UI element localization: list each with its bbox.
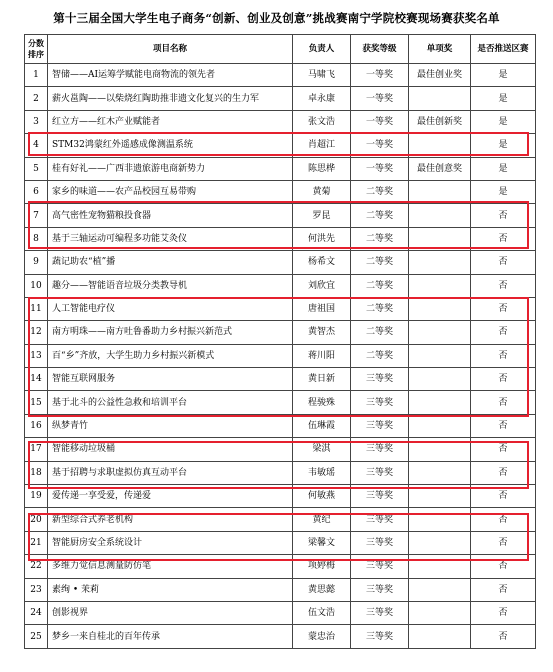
cell-award-level: 三等奖 [351, 601, 409, 624]
cell-project-name: 智能厨房安全系统设计 [48, 531, 293, 554]
cell-single-award: 最佳创意奖 [409, 157, 471, 180]
cell-single-award [409, 531, 471, 554]
cell-single-award [409, 555, 471, 578]
cell-rank: 20 [25, 508, 48, 531]
cell-project-name: 高气密性宠物猫粮投食器 [48, 204, 293, 227]
table-row [25, 414, 536, 437]
cell-award-level: 二等奖 [351, 297, 409, 320]
cell-leader: 马啸飞 [293, 64, 351, 87]
cell-push-regional: 是 [471, 157, 536, 180]
cell-push-regional: 否 [471, 251, 536, 274]
cell-single-award [409, 297, 471, 320]
cell-rank: 7 [25, 204, 48, 227]
cell-leader: 韦敏瑶 [293, 461, 351, 484]
table-row [25, 87, 536, 110]
header-award-level: 获奖等级 [351, 35, 409, 64]
cell-project-name: 素绚 • 茉莉 [48, 578, 293, 601]
cell-award-level: 一等奖 [351, 110, 409, 133]
cell-push-regional: 否 [471, 414, 536, 437]
table-row [25, 625, 536, 648]
cell-leader: 蒋川阳 [293, 344, 351, 367]
cell-rank: 24 [25, 601, 48, 624]
table-row [25, 438, 536, 461]
table-row [25, 601, 536, 624]
cell-award-level: 三等奖 [351, 391, 409, 414]
cell-single-award [409, 414, 471, 437]
cell-single-award [409, 368, 471, 391]
cell-rank: 8 [25, 227, 48, 250]
cell-leader: 肖超江 [293, 134, 351, 157]
cell-single-award: 最佳创业奖 [409, 64, 471, 87]
cell-rank: 13 [25, 344, 48, 367]
cell-rank: 16 [25, 414, 48, 437]
cell-rank: 4 [25, 134, 48, 157]
cell-single-award [409, 438, 471, 461]
cell-leader: 伍琳霞 [293, 414, 351, 437]
cell-push-regional: 否 [471, 485, 536, 508]
cell-single-award [409, 461, 471, 484]
table-row [25, 344, 536, 367]
cell-award-level: 二等奖 [351, 344, 409, 367]
cell-single-award [409, 204, 471, 227]
cell-project-name: 蔬记助农“植”播 [48, 251, 293, 274]
cell-push-regional: 否 [471, 508, 536, 531]
table-row [25, 485, 536, 508]
table-row [25, 110, 536, 133]
table-row [25, 204, 536, 227]
cell-rank: 10 [25, 274, 48, 297]
cell-rank: 9 [25, 251, 48, 274]
cell-award-level: 二等奖 [351, 274, 409, 297]
cell-push-regional: 是 [471, 64, 536, 87]
cell-award-level: 三等奖 [351, 625, 409, 648]
table-row [25, 180, 536, 203]
cell-push-regional: 否 [471, 391, 536, 414]
cell-project-name: 基于北斗的公益性急救和培训平台 [48, 391, 293, 414]
cell-leader: 梁淇 [293, 438, 351, 461]
cell-leader: 黄纪 [293, 508, 351, 531]
cell-leader: 蒙忠治 [293, 625, 351, 648]
cell-award-level: 三等奖 [351, 531, 409, 554]
cell-push-regional: 否 [471, 438, 536, 461]
cell-rank: 11 [25, 297, 48, 320]
cell-award-level: 一等奖 [351, 134, 409, 157]
cell-leader: 项婷梅 [293, 555, 351, 578]
cell-leader: 程骏殊 [293, 391, 351, 414]
cell-push-regional: 否 [471, 625, 536, 648]
cell-rank: 1 [25, 64, 48, 87]
cell-project-name: 百“乡”齐放，大学生助力乡村振兴新模式 [48, 344, 293, 367]
cell-project-name: 创影视界 [48, 601, 293, 624]
cell-rank: 5 [25, 157, 48, 180]
cell-single-award [409, 601, 471, 624]
cell-push-regional: 否 [471, 555, 536, 578]
cell-single-award [409, 508, 471, 531]
cell-single-award [409, 625, 471, 648]
cell-leader: 杨希文 [293, 251, 351, 274]
cell-award-level: 三等奖 [351, 508, 409, 531]
cell-single-award [409, 134, 471, 157]
table-row [25, 157, 536, 180]
cell-leader: 卓永康 [293, 87, 351, 110]
cell-award-level: 二等奖 [351, 180, 409, 203]
table-row [25, 531, 536, 554]
cell-award-level: 三等奖 [351, 485, 409, 508]
cell-leader: 伍文浩 [293, 601, 351, 624]
table-row [25, 555, 536, 578]
cell-rank: 17 [25, 438, 48, 461]
cell-award-level: 二等奖 [351, 321, 409, 344]
table-row [25, 227, 536, 250]
cell-push-regional: 否 [471, 531, 536, 554]
table-row [25, 368, 536, 391]
cell-push-regional: 否 [471, 578, 536, 601]
cell-push-regional: 是 [471, 180, 536, 203]
cell-project-name: 基于三轴运动可编程多功能艾灸仪 [48, 227, 293, 250]
cell-rank: 14 [25, 368, 48, 391]
cell-single-award [409, 344, 471, 367]
cell-single-award: 最佳创新奖 [409, 110, 471, 133]
cell-award-level: 二等奖 [351, 251, 409, 274]
cell-award-level: 一等奖 [351, 64, 409, 87]
cell-project-name: 纵梦青竹 [48, 414, 293, 437]
table-row [25, 297, 536, 320]
cell-leader: 黄日新 [293, 368, 351, 391]
cell-rank: 18 [25, 461, 48, 484]
cell-push-regional: 是 [471, 134, 536, 157]
cell-project-name: 趣分——智能语音垃圾分类教导机 [48, 274, 293, 297]
cell-project-name: 新型综合式养老机构 [48, 508, 293, 531]
cell-award-level: 一等奖 [351, 157, 409, 180]
table-row [25, 274, 536, 297]
cell-leader: 刘欣宜 [293, 274, 351, 297]
header-push-regional: 是否推送区赛 [471, 35, 536, 64]
cell-project-name: 红立方——红木产业赋能者 [48, 110, 293, 133]
cell-single-award [409, 227, 471, 250]
cell-rank: 25 [25, 625, 48, 648]
cell-rank: 3 [25, 110, 48, 133]
table-row [25, 461, 536, 484]
cell-leader: 黄智杰 [293, 321, 351, 344]
cell-push-regional: 否 [471, 274, 536, 297]
header-rank: 分数 排序 [25, 35, 48, 64]
cell-project-name: 智能移动垃圾桶 [48, 438, 293, 461]
cell-single-award [409, 274, 471, 297]
cell-rank: 22 [25, 555, 48, 578]
cell-project-name: STM32鸿蒙红外遥感成像测温系统 [48, 134, 293, 157]
cell-award-level: 三等奖 [351, 555, 409, 578]
cell-leader: 何洪先 [293, 227, 351, 250]
cell-leader: 何敏燕 [293, 485, 351, 508]
cell-rank: 12 [25, 321, 48, 344]
cell-push-regional: 否 [471, 204, 536, 227]
cell-award-level: 三等奖 [351, 438, 409, 461]
cell-single-award [409, 251, 471, 274]
table-row [25, 391, 536, 414]
cell-project-name: 桂有好礼——广西非遗旅游电商新势力 [48, 157, 293, 180]
cell-award-level: 三等奖 [351, 461, 409, 484]
header-single-award: 单项奖 [409, 35, 471, 64]
cell-push-regional: 否 [471, 601, 536, 624]
table-row [25, 508, 536, 531]
cell-leader: 梁馨文 [293, 531, 351, 554]
cell-rank: 23 [25, 578, 48, 601]
cell-project-name: 梦乡一来自桂北的百年传承 [48, 625, 293, 648]
cell-push-regional: 否 [471, 321, 536, 344]
table-row [25, 134, 536, 157]
header-project-name: 项目名称 [48, 35, 293, 64]
header-leader: 负责人 [293, 35, 351, 64]
cell-project-name: 智储——AI运筹学赋能电商物流的领先者 [48, 64, 293, 87]
cell-push-regional: 是 [471, 87, 536, 110]
table-row [25, 321, 536, 344]
cell-push-regional: 否 [471, 297, 536, 320]
cell-award-level: 一等奖 [351, 87, 409, 110]
cell-leader: 罗昆 [293, 204, 351, 227]
cell-single-award [409, 180, 471, 203]
cell-single-award [409, 485, 471, 508]
cell-leader: 黄菊 [293, 180, 351, 203]
cell-project-name: 爱传递一享受爱，传递爱 [48, 485, 293, 508]
cell-project-name: 智能互联网服务 [48, 368, 293, 391]
cell-rank: 15 [25, 391, 48, 414]
cell-push-regional: 否 [471, 227, 536, 250]
table-row [25, 251, 536, 274]
cell-project-name: 多维力觉信息测量防仿笔 [48, 555, 293, 578]
cell-award-level: 三等奖 [351, 578, 409, 601]
cell-award-level: 三等奖 [351, 368, 409, 391]
cell-project-name: 薪火邕陶——以柴烧红陶助推非遗文化复兴的生力军 [48, 87, 293, 110]
cell-project-name: 南方明珠——南方吐鲁番助力乡村振兴新范式 [48, 321, 293, 344]
cell-rank: 6 [25, 180, 48, 203]
cell-rank: 2 [25, 87, 48, 110]
cell-rank: 19 [25, 485, 48, 508]
cell-single-award [409, 321, 471, 344]
cell-project-name: 家乡的味道——农产品校园互易带购 [48, 180, 293, 203]
cell-leader: 唐祖国 [293, 297, 351, 320]
cell-project-name: 人工智能电疗仪 [48, 297, 293, 320]
cell-push-regional: 否 [471, 344, 536, 367]
cell-project-name: 基于招聘与求职虚拟仿真互动平台 [48, 461, 293, 484]
cell-leader: 黄思懿 [293, 578, 351, 601]
document-title: 第十三届全国大学生电子商务“创新、创业及创意”挑战赛南宁学院校赛现场赛获奖名单 [53, 11, 500, 25]
cell-award-level: 三等奖 [351, 414, 409, 437]
table-header-row [25, 35, 536, 64]
cell-single-award [409, 87, 471, 110]
cell-rank: 21 [25, 531, 48, 554]
awards-table [24, 34, 536, 649]
cell-push-regional: 否 [471, 461, 536, 484]
cell-single-award [409, 391, 471, 414]
cell-leader: 陈思桦 [293, 157, 351, 180]
cell-award-level: 二等奖 [351, 227, 409, 250]
cell-award-level: 二等奖 [351, 204, 409, 227]
cell-leader: 张文浩 [293, 110, 351, 133]
cell-single-award [409, 578, 471, 601]
cell-push-regional: 是 [471, 110, 536, 133]
cell-push-regional: 否 [471, 368, 536, 391]
table-row [25, 578, 536, 601]
table-row [25, 64, 536, 87]
